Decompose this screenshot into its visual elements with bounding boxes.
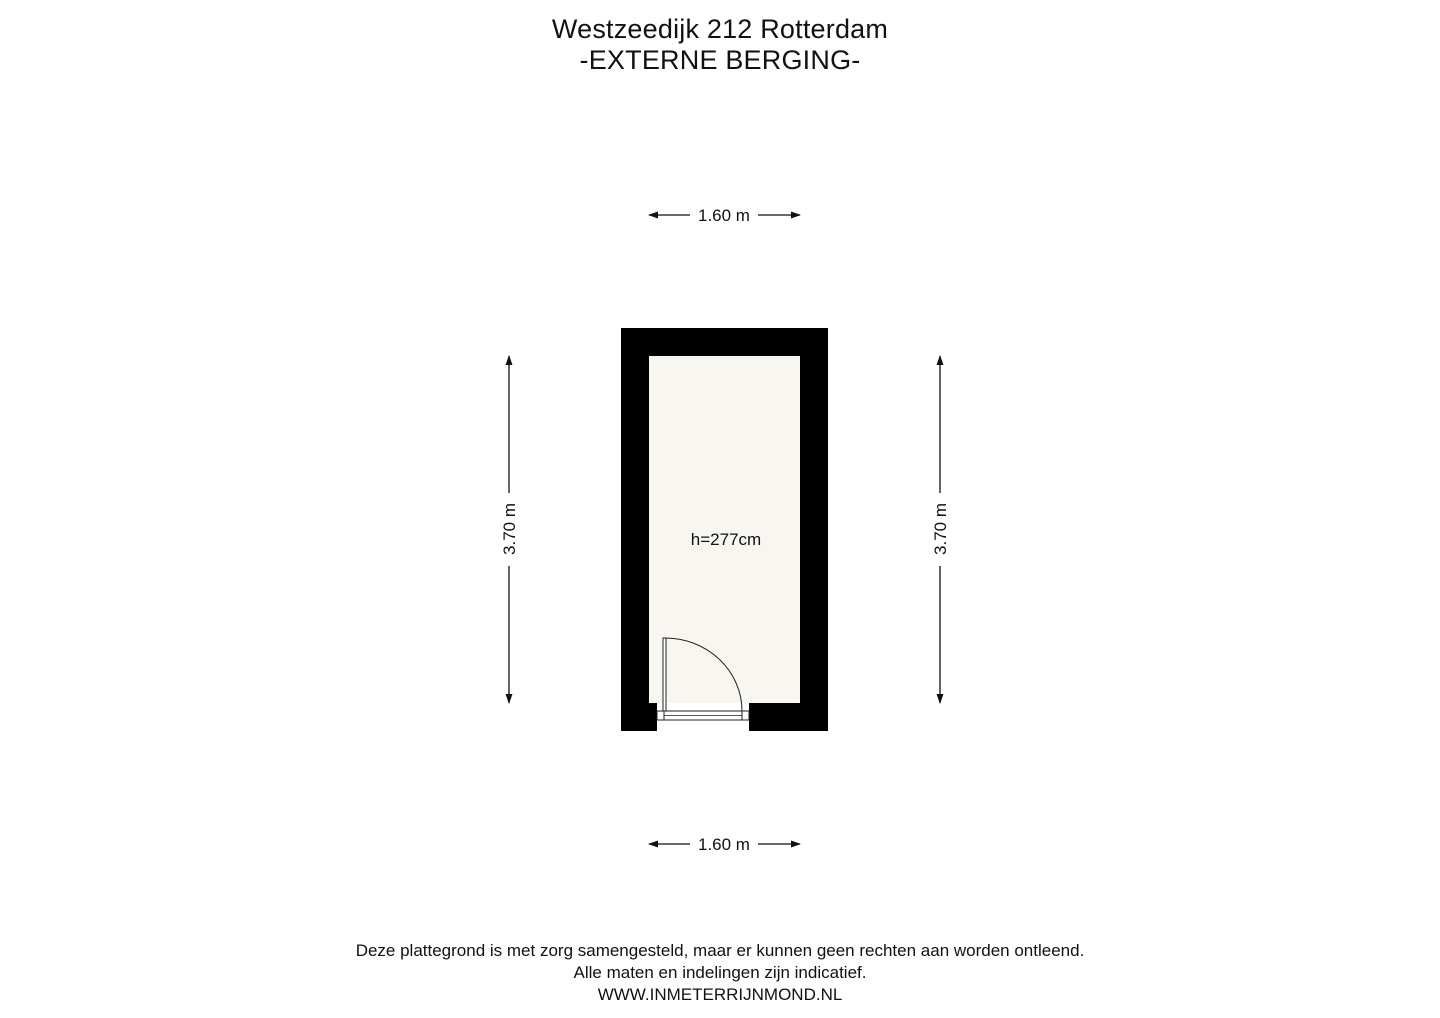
door-frame-right: [742, 711, 749, 720]
website-link[interactable]: WWW.INMETERRIJNMOND.NL: [597, 985, 843, 1004]
top-width-label: 1.60 m: [698, 206, 750, 225]
bottom-width-label: 1.60 m: [698, 835, 750, 854]
bottom-width-dimension: [649, 835, 800, 854]
plan-title: Westzeedijk 212 Rotterdam: [551, 14, 889, 44]
room-height-label: h=277cm: [690, 530, 762, 549]
left-depth-dimension: [500, 356, 519, 703]
right-depth-dimension: [931, 356, 950, 703]
right-depth-label: 3.70 m: [931, 503, 950, 555]
door-frame-left: [657, 711, 664, 720]
plan-subtitle: -EXTERNE BERGING-: [579, 45, 861, 75]
disclaimer-text: Deze plattegrond is met zorg samengesteld, maar er kunnen geen rechten aan worden ontleend.: [355, 941, 1085, 960]
door-leaf: [663, 638, 666, 711]
left-depth-label: 3.70 m: [500, 503, 519, 555]
indicative-note: Alle maten en indelingen zijn indicatief.: [573, 963, 867, 982]
top-width-dimension: [649, 206, 800, 225]
